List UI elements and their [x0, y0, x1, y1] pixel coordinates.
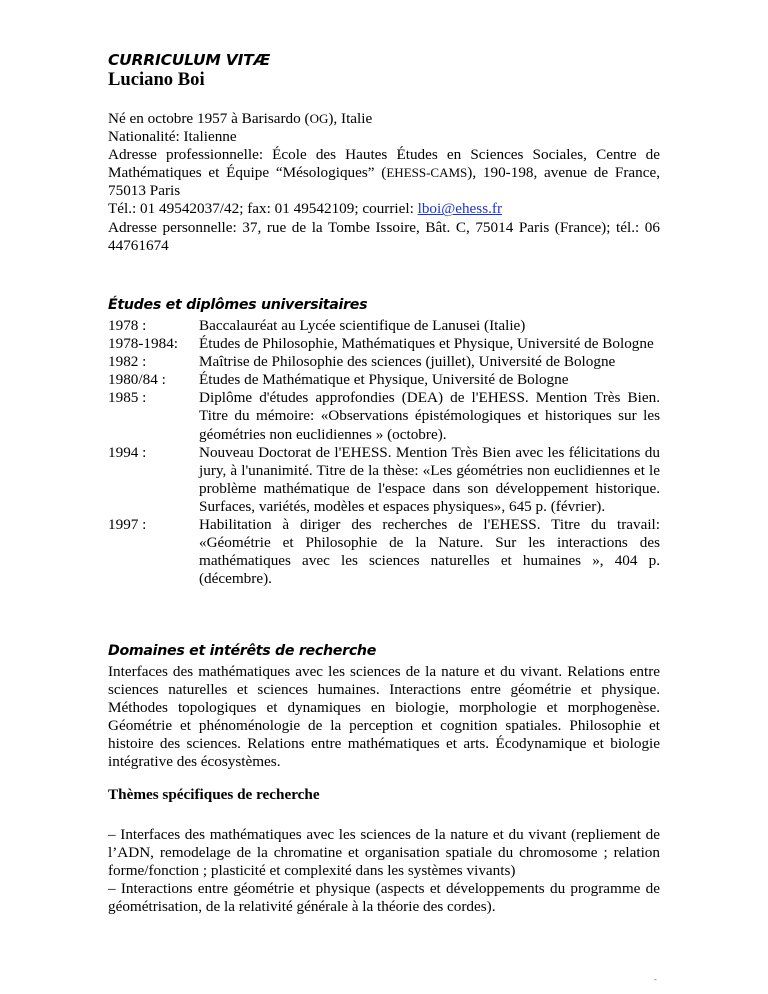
professional-address-acronym: EHESS-CAMS — [386, 165, 468, 181]
studies-year: 1994 : — [108, 443, 147, 461]
studies-description: Études de Mathématique et Physique, Université de Bologne — [199, 371, 569, 389]
section-heading-research-themes: Thèmes spécifiques de recherche — [108, 786, 320, 803]
email-link[interactable]: lboi@ehess.fr — [417, 200, 503, 218]
birth-line — [108, 110, 660, 128]
research-domains-text: Interfaces des mathématiques avec les sciences de la nature et du vivant. Relations entre sciences naturelles et sciences humaines. Interactions entre géométrie et physique. Méthodes topologiques et dynamiques en biologie, morphologie et morphogenèse. Géométrie et phénoménologie de la perception et cognition spatiales. Philosophie et histoire des sciences. Relations entre mathématiques et arts. Écodynamique et biologie intégrative des écosystèmes. — [108, 663, 660, 771]
studies-list — [108, 317, 660, 588]
studies-item — [108, 353, 660, 371]
contact-line — [108, 200, 660, 218]
section-heading-research-domains: Domaines et intérêts de recherche — [108, 643, 377, 659]
nationality-line: Nationalité: Italienne — [108, 128, 237, 146]
birth-region: OG — [309, 111, 329, 126]
document-label: CURRICULUM VITÆ — [108, 51, 271, 69]
studies-year: 1980/84 : — [108, 371, 166, 389]
studies-description: Habilitation à diriger des recherches de l'EHESS. Titre du travail: «Géométrie et Philosophie de la Nature. Sur les interactions des mathématiques avec les sciences naturelles et humaines », 404 p. (décembre). — [199, 516, 660, 588]
birth-prefix: Né en octobre 1957 à Barisardo ( — [108, 110, 310, 127]
section-heading-studies: Études et diplômes universitaires — [108, 297, 368, 313]
studies-year: 1978-1984: — [108, 335, 179, 353]
studies-item — [108, 444, 660, 516]
studies-year: 1978 : — [108, 317, 147, 334]
studies-item — [108, 335, 660, 353]
studies-item — [108, 516, 660, 588]
studies-year: 1982 : — [108, 353, 147, 371]
studies-year: 1985 : — [108, 389, 147, 407]
personal-address: Adresse personnelle: 37, rue de la Tombe Issoire, Bât. C, 75014 Paris (France); tél.: 06 44761674 — [108, 218, 660, 254]
page-number: - — [654, 975, 657, 984]
studies-description: Études de Philosophie, Mathématiques et Physique, Université de Bologne — [199, 335, 654, 353]
studies-description: Nouveau Doctorat de l'EHESS. Mention Très Bien avec les félicitations du jury, à l'unanimité. Titre de la thèse: «Les géométries non euclidiennes et le problème mathématique de l'espace dans son développement historique. Surfaces, variétés, modèles et espaces physiques», 645 p. (février). — [199, 443, 660, 515]
studies-year: 1997 : — [108, 516, 147, 534]
birth-suffix: ), Italie — [328, 110, 373, 127]
research-theme-item: – Interfaces des mathématiques avec les sciences de la nature et du vivant (repliement de l’ADN, remodelage de la chromatine et organisation spatiale du chromosome ; relation forme/fonction ; plasticité et complexité dans les systèmes vivants) — [108, 826, 660, 880]
research-themes-list — [108, 826, 660, 916]
professional-address-part-2: ), 190-198, avenue de France, 75013 Paris — [108, 164, 660, 200]
identity-block — [108, 110, 660, 255]
studies-item — [108, 317, 660, 335]
studies-description: Maîtrise de Philosophie des sciences (juillet), Université de Bologne — [199, 353, 616, 371]
person-name: Luciano Boi — [108, 69, 205, 90]
studies-description: Baccalauréat au Lycée scientifique de Lanusei (Italie) — [199, 317, 526, 334]
studies-item — [108, 371, 660, 389]
professional-address — [108, 146, 660, 200]
research-theme-item: – Interactions entre géométrie et physique (aspects et développements du programme de géométrisation, de la relativité générale à la théorie des cordes). — [108, 880, 660, 916]
phone-fax-text: Tél.: 01 49542037/42; fax: 01 49542109; courriel: — [108, 200, 418, 218]
studies-item — [108, 389, 660, 443]
studies-description: Diplôme d'études approfondies (DEA) de l'EHESS. Mention Très Bien. Titre du mémoire: «Observations épistémologiques et historiques sur les géométries non euclidiennes » (octobre). — [199, 389, 660, 443]
professional-address-part-1: Adresse professionnelle: École des Hautes Études en Sciences Sociales, Centre de Mathématiques et Équipe “Mésologiques” ( — [108, 146, 660, 182]
